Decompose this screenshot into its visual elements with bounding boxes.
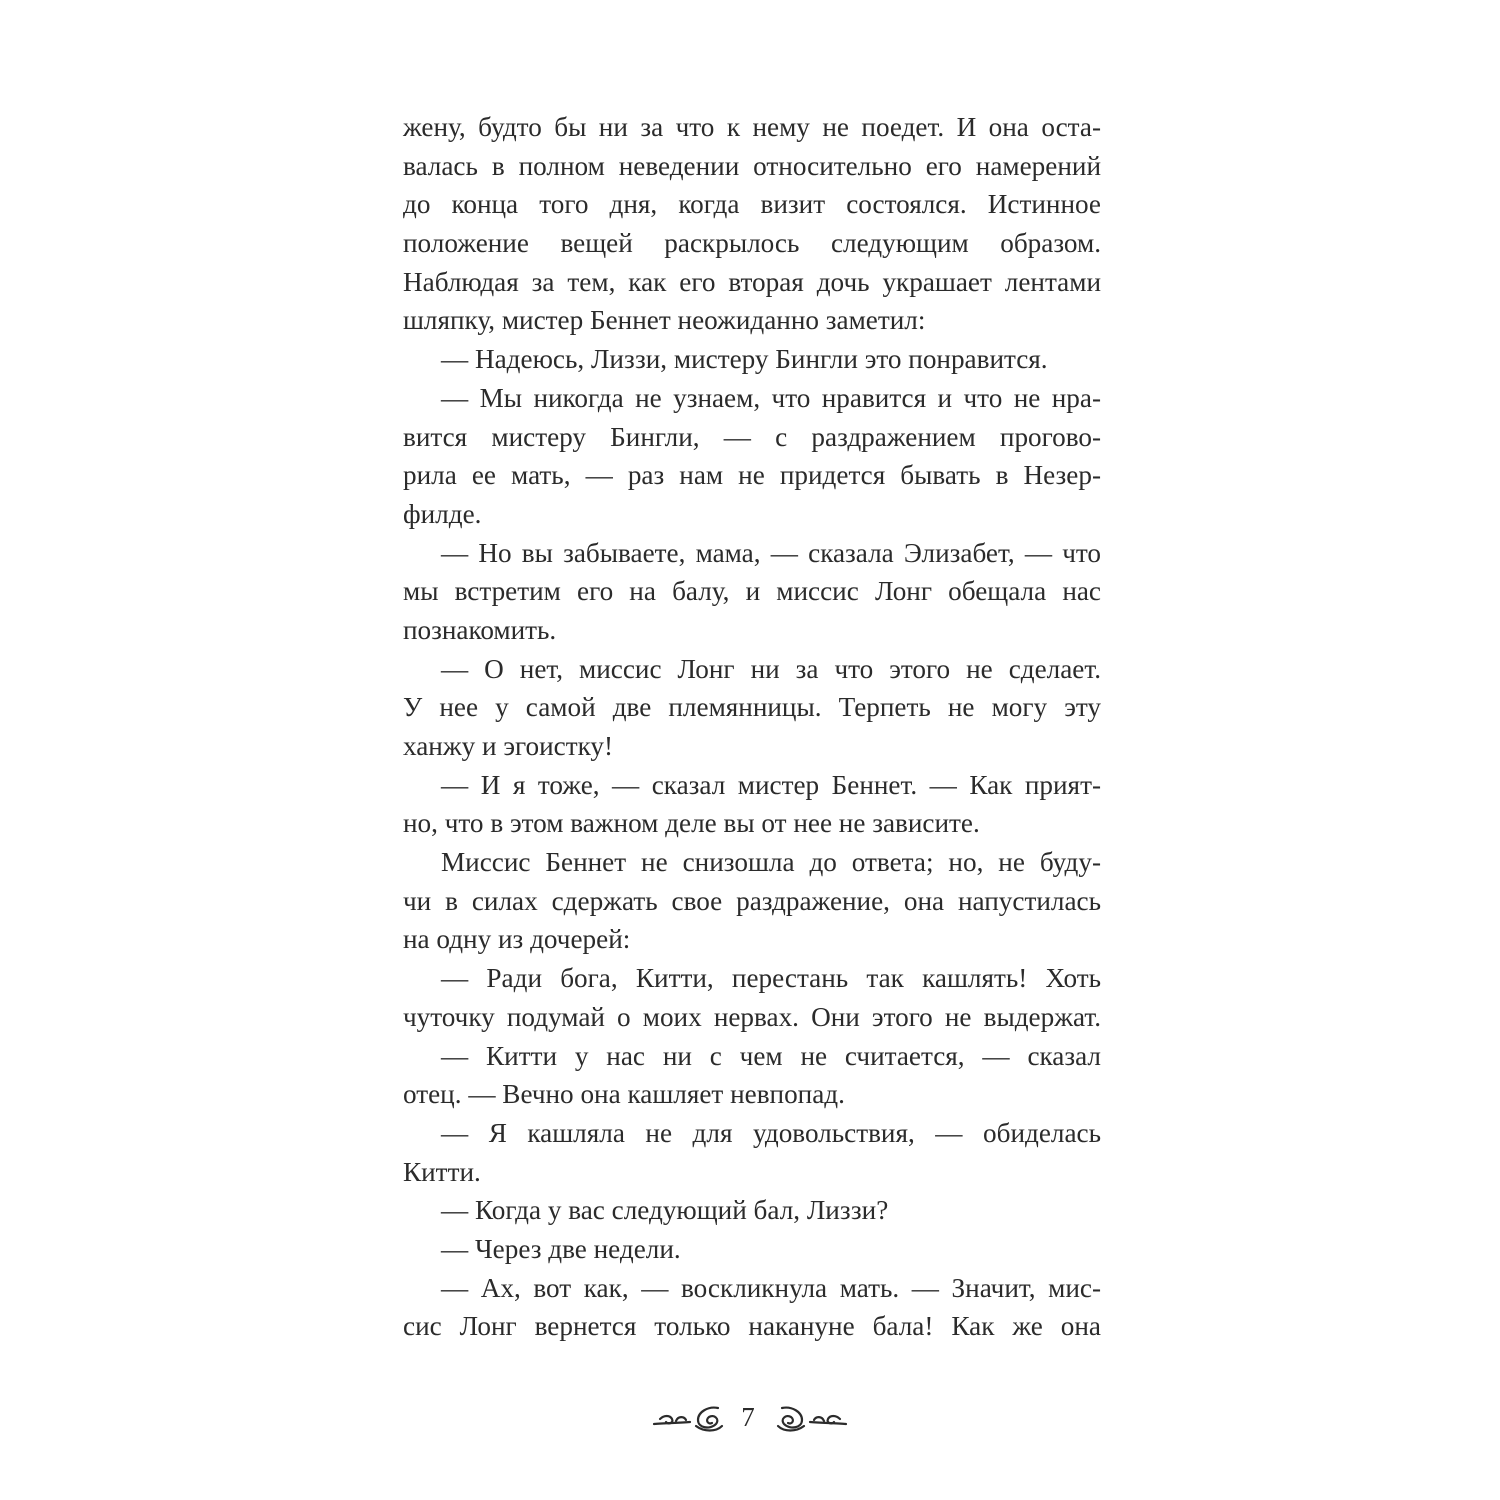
text-line: рила ее мать, — раз нам не придется бывать в Незер- <box>403 460 1101 491</box>
text-line: Наблюдая за тем, как его вторая дочь украшает лентами <box>403 266 1101 297</box>
page-folio <box>640 1398 860 1442</box>
text-line: мы встретим его на балу, и миссис Лонг обещала нас <box>403 576 1101 607</box>
text-line: — Надеюсь, Лиззи, мистеру Бингли это понравится. <box>441 344 1048 375</box>
text-line: познакомить. <box>403 614 557 645</box>
text-line: — Ах, вот как, — воскликнула мать. — Значит, мис- <box>441 1272 1101 1303</box>
scroll-flourish-left-icon <box>652 1404 726 1434</box>
text-line: — О нет, миссис Лонг ни за что этого не сделает. <box>441 653 1101 684</box>
text-line: — Я кашляла не для удовольствия, — обиделась <box>441 1117 1101 1148</box>
text-line: — И я тоже, — сказал мистер Беннет. — Как прият- <box>441 769 1101 800</box>
text-line: — Но вы забываете, мама, — сказала Элизабет, — что <box>441 537 1101 568</box>
text-line: вится мистеру Бингли, — с раздражением прогово- <box>403 421 1101 452</box>
text-line: валась в полном неведении относительно его намерений <box>403 150 1101 181</box>
text-line: — Мы никогда не узнаем, что нравится и что не нра- <box>441 382 1101 413</box>
text-line: на одну из дочерей: <box>403 924 631 955</box>
text-line: шляпку, мистер Беннет неожиданно заметил: <box>403 305 926 336</box>
text-line: положение вещей раскрылось следующим образом. <box>403 228 1101 259</box>
text-line: чуточку подумай о моих нервах. Они этого не выдержат. <box>403 1001 1101 1032</box>
body-text <box>403 108 1101 1346</box>
text-line: — Через две недели. <box>441 1233 681 1264</box>
text-line: У нее у самой две племянницы. Терпеть не могу эту <box>403 692 1101 723</box>
text-line: — Китти у нас ни с чем не считается, — сказал <box>441 1040 1101 1071</box>
text-line: отец. — Вечно она кашляет невпопад. <box>403 1079 845 1110</box>
text-line: сис Лонг вернется только накануне бала! Как же она <box>403 1311 1101 1342</box>
text-line: — Когда у вас следующий бал, Лиззи? <box>441 1195 889 1226</box>
text-line: — Ради бога, Китти, перестань так кашлять! Хоть <box>441 963 1101 994</box>
text-line: филде. <box>403 498 482 529</box>
text-line: Миссис Беннет не снизошла до ответа; но, не буду- <box>441 847 1101 878</box>
text-line: чи в силах сдержать свое раздражение, она напустилась <box>403 885 1101 916</box>
text-line: жену, будто бы ни за что к нему не поедет. И она оста- <box>403 112 1101 142</box>
scroll-flourish-right-icon <box>774 1404 848 1434</box>
text-line: ханжу и эгоистку! <box>403 731 614 761</box>
text-line: но, что в этом важном деле вы от нее не зависите. <box>403 808 980 839</box>
text-line: до конца того дня, когда визит состоялся. Истинное <box>403 189 1101 220</box>
page-number: 7 <box>741 1402 755 1432</box>
text-line: Китти. <box>403 1156 481 1187</box>
